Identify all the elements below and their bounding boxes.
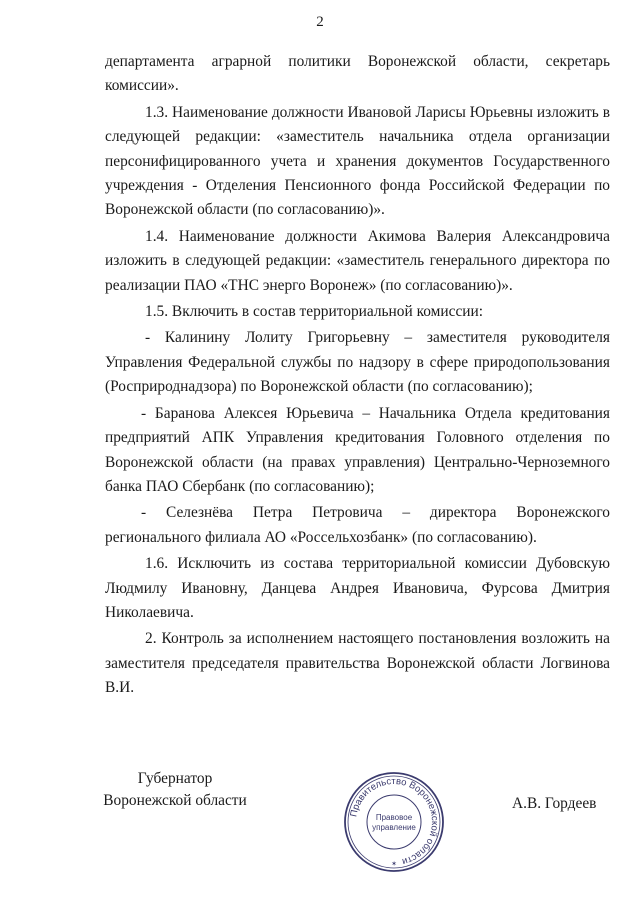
paragraph-1-6: 1.6. Исключить из состава территориальной комиссии Дубовскую Людмилу Ивановну, Данцева Андрея Ивановича, Фурсова Дмитрия Николаевича. bbox=[105, 555, 610, 621]
official-seal-stamp bbox=[342, 770, 446, 874]
paragraph-1-5: 1.5. Включить в состав территориальной комиссии: bbox=[145, 303, 484, 321]
paragraph-1-3: 1.3. Наименование должности Ивановой Ларисы Юрьевны изложить в следующей редакции: «заместитель начальника отдела организации персонифицированного учета и хранения документов Государственного учреждения - Отделения Пенсионного фонда Российской Федерации по Воронежской области (по согласованию)». bbox=[105, 103, 610, 219]
signatory-title bbox=[95, 768, 255, 812]
page-number: 2 bbox=[316, 14, 324, 30]
list-item-baranov: - Баранова Алексея Юрьевича – Начальника Отдела кредитования предприятий АПК Управления кредитования Головного отделения по Воронежской области (на правах управления) Центрально-Черноземного банка ПАО Сбербанк (по согласованию); bbox=[105, 404, 610, 495]
stamp-center-line2: управление bbox=[372, 823, 416, 832]
document-body bbox=[105, 50, 610, 703]
stamp-ring-textpath: Правительство Воронежской области bbox=[348, 775, 441, 868]
paragraph-2: 2. Контроль за исполнением настоящего постановления возложить на заместителя председателя правительства Воронежской области Логвинова В.И. bbox=[105, 630, 610, 697]
stamp-center-line1: Правовое bbox=[375, 813, 413, 822]
signatory-name: А.В. Гордеев bbox=[512, 795, 597, 812]
star-icon: ✶ bbox=[391, 861, 397, 868]
paragraph-continuation: департамента аграрной политики Воронежской области, секретарь комиссии». bbox=[105, 53, 610, 95]
signatory-title-line2: Воронежской области bbox=[103, 792, 247, 809]
list-item-kalinina: - Калинину Лолиту Григорьевну – заместителя руководителя Управления Федеральной службы по надзору в сфере природопользования (Росприроднадзора) по Воронежской области (по согласованию); bbox=[105, 329, 610, 396]
list-item-seleznev: - Селезнёва Петра Петровича – директора Воронежского регионального филиала АО «Россельхозбанк» (по согласованию). bbox=[105, 504, 610, 546]
signatory-title-line1: Губернатор bbox=[137, 770, 213, 787]
paragraph-1-4: 1.4. Наименование должности Акимова Валерия Александровича изложить в следующей редакции: «заместитель генерального директора по реализации ПАО «ТНС энерго Воронеж» (по согласованию)». bbox=[105, 227, 610, 294]
